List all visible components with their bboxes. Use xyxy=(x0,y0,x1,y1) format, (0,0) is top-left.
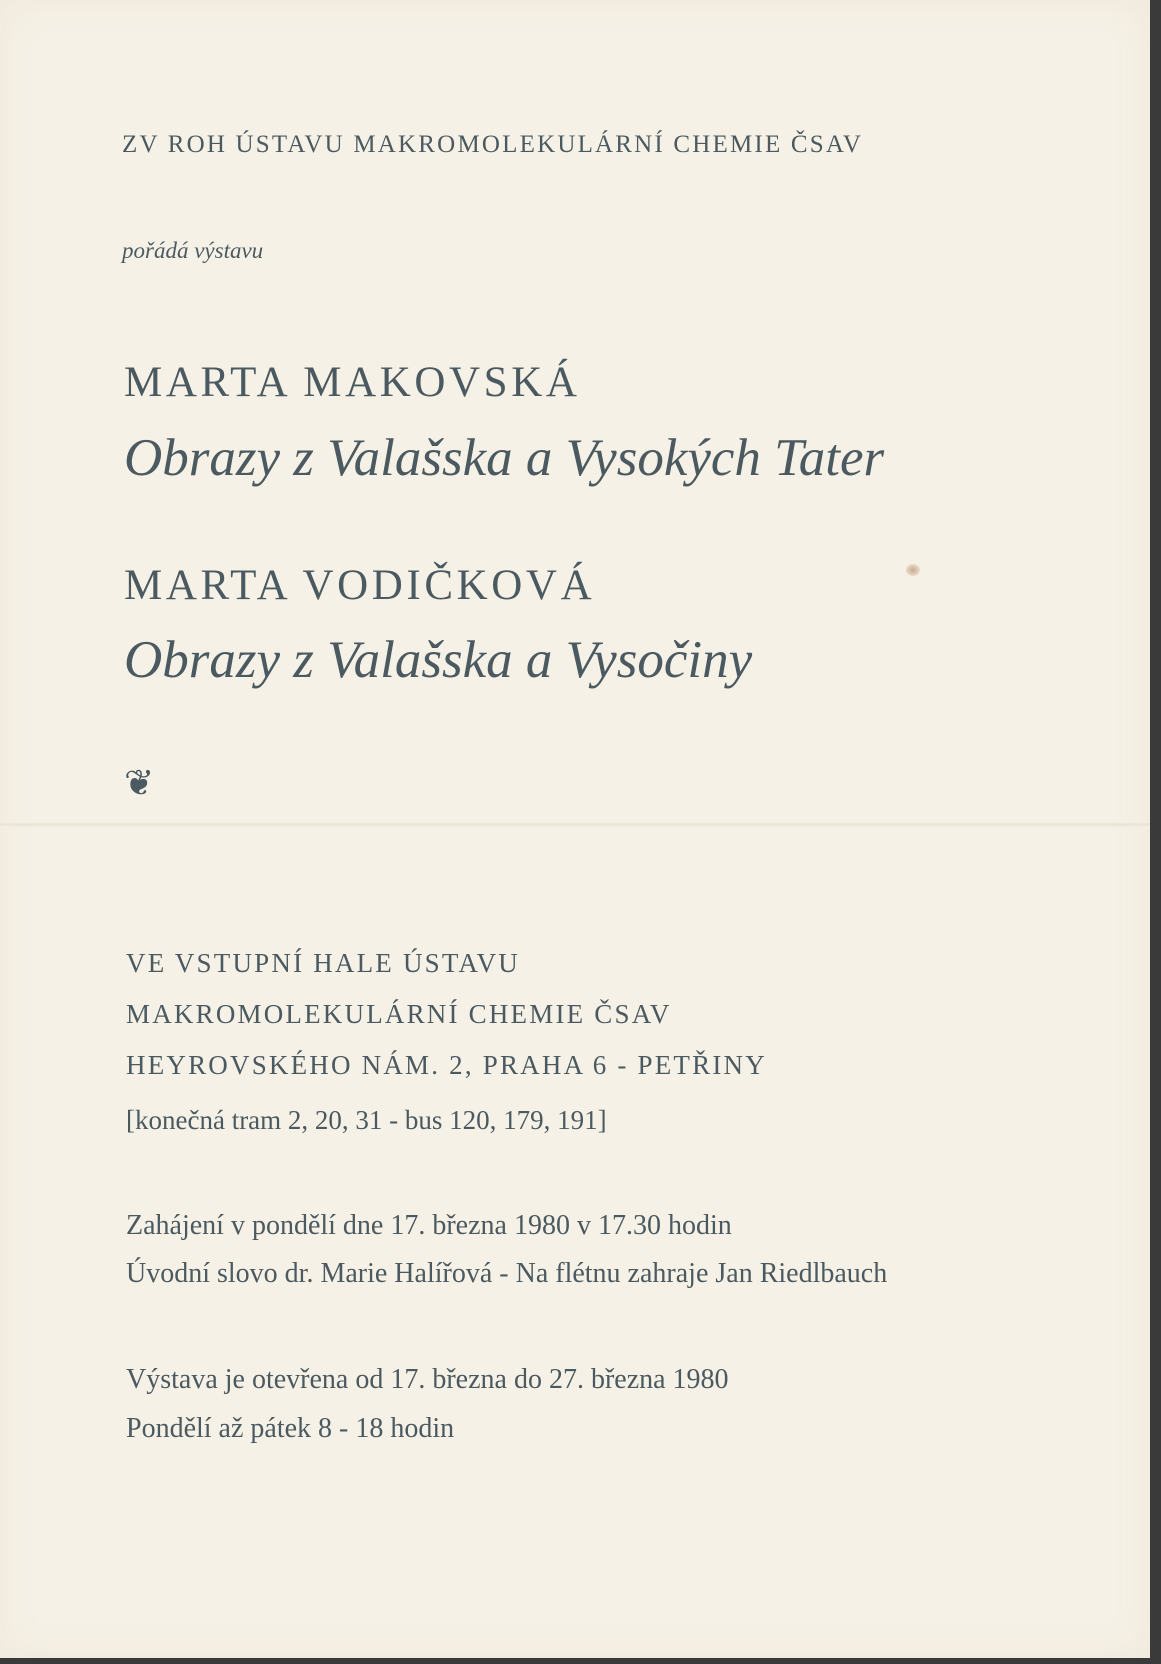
ornament-icon: ❦ xyxy=(124,763,155,803)
artist-work-2: Obrazy z Valašska a Vysočiny xyxy=(124,631,753,689)
duration-line-2: Pondělí až pátek 8 - 18 hodin xyxy=(126,1413,455,1444)
transport-info: [konečná tram 2, 20, 31 - bus 120, 179, 191] xyxy=(126,1105,607,1135)
artist-name-2: MARTA VODIČKOVÁ xyxy=(124,562,596,609)
venue-line-2: MAKROMOLEKULÁRNÍ CHEMIE ČSAV xyxy=(126,999,672,1029)
venue-line-3: HEYROVSKÉHO NÁM. 2, PRAHA 6 - PETŘINY xyxy=(126,1050,767,1080)
paper-stain xyxy=(906,564,920,576)
opening-line-1: Zahájení v pondělí dne 17. března 1980 v 17.30 hodin xyxy=(126,1210,732,1241)
artist-work-1: Obrazy z Valašska a Vysokých Tater xyxy=(124,429,885,487)
venue-line-1: VE VSTUPNÍ HALE ÚSTAVU xyxy=(126,948,521,978)
artist-name-1: MARTA MAKOVSKÁ xyxy=(124,359,581,406)
card-fold xyxy=(0,822,1150,828)
opening-line-2: Úvodní slovo dr. Marie Halířová - Na flétnu zahraje Jan Riedlbauch xyxy=(126,1258,888,1289)
intro-text: pořádá výstavu xyxy=(122,238,264,263)
duration-line-1: Výstava je otevřena od 17. března do 27. března 1980 xyxy=(126,1364,729,1395)
organizer: ZV ROH ÚSTAVU MAKROMOLEKULÁRNÍ CHEMIE ČSAV xyxy=(122,131,864,158)
